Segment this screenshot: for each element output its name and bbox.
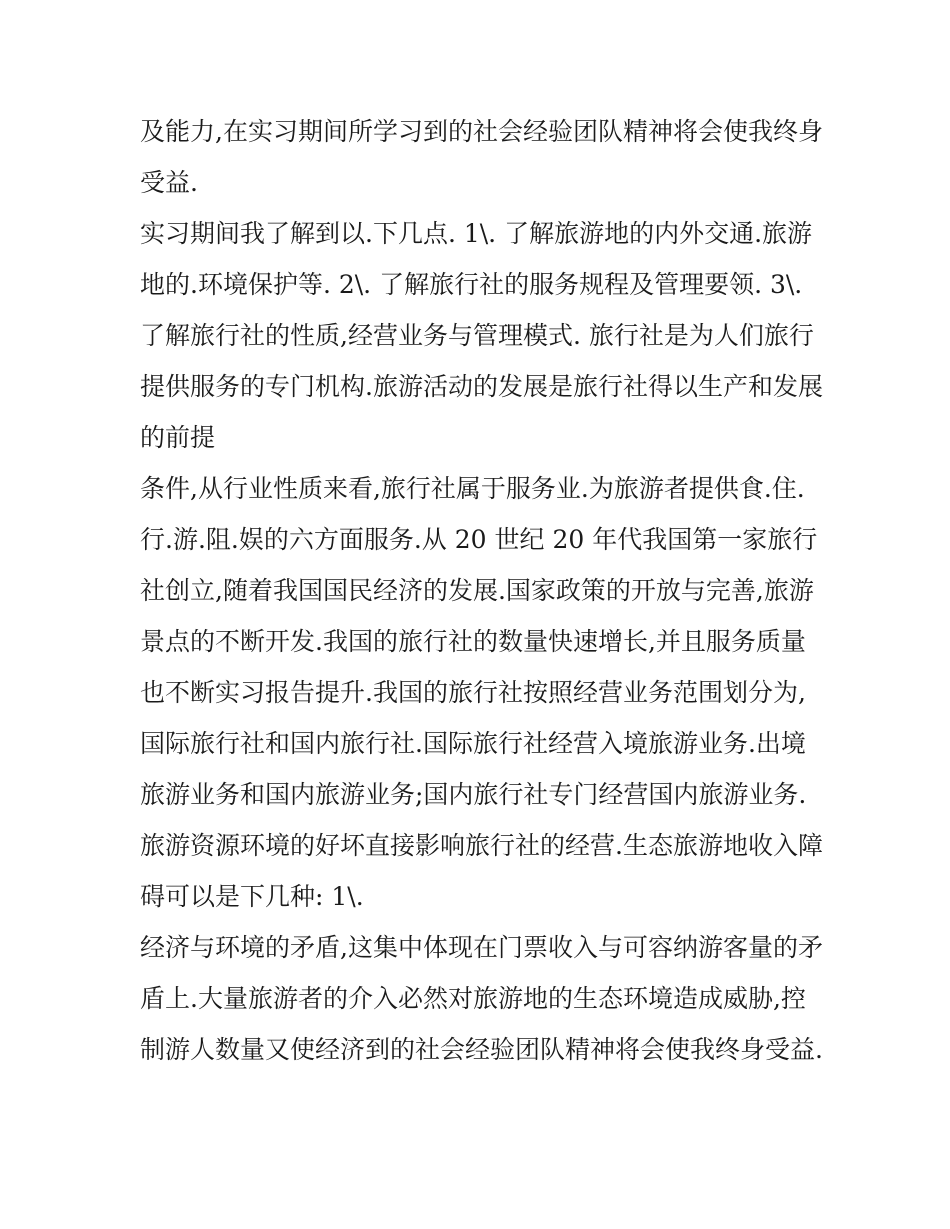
paragraph-4: 旅游资源环境的好坏直接影响旅行社的经营.生态旅游地收入障碍可以是下几种: 1\. [140, 831, 823, 911]
paragraph-5: 经济与环境的矛盾,这集中体现在门票收入与可容纳游客量的矛盾上.大量旅游者的介入必然对旅游地的生态环境造成威胁,控制游人数量又使经济到的社会经验团队精神将会使我终身受益. [140, 933, 823, 1064]
document-body [140, 106, 830, 1075]
paragraph-1: 及能力,在实习期间所学习到的社会经验团队精神将会使我终身受益. [140, 117, 823, 197]
paragraph-2: 实习期间我了解到以.下几点. 1\. 了解旅游地的内外交通.旅游地的.环境保护等. 2\. 了解旅行社的服务规程及管理要领. 3\. 了解旅行社的性质,经营业务与管理模式. 旅行社是为人们旅行提供服务的专门机构.旅游活动的发展是旅行社得以生产和发展的前提 [140, 219, 823, 452]
paragraph-3: 条件,从行业性质来看,旅行社属于服务业.为旅游者提供食.住.行.游.阻.娱的六方面服务.从 20 世纪 20 年代我国第一家旅行社创立,随着我国国民经济的发展.国家政策的开放与完善,旅游景点的不断开发.我国的旅行社的数量快速增长,并且服务质量也不断实习报告提升.我国的旅行社按照经营业务范围划分为,国际旅行社和国内旅行社.国际旅行社经营入境旅游业务.出境旅游业务和国内旅游业务;国内旅行社专门经营国内旅游业务. [140, 474, 818, 809]
